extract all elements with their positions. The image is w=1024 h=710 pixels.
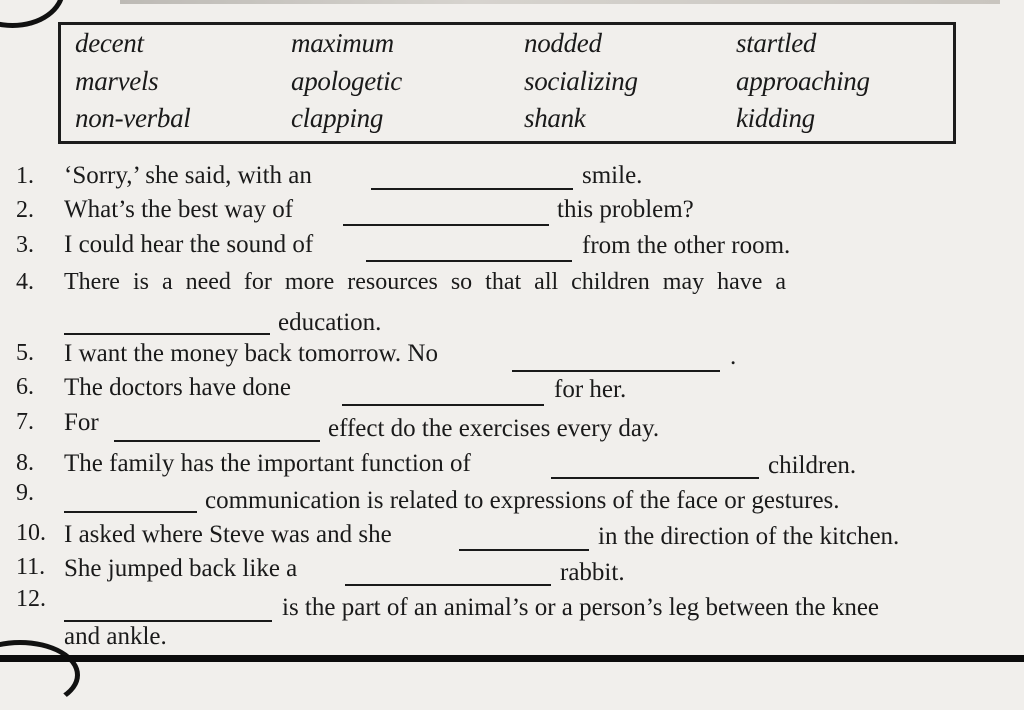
answer-blank[interactable] bbox=[459, 549, 589, 551]
exercise-number: 9. bbox=[16, 480, 34, 506]
word-startled: startled bbox=[736, 28, 817, 58]
answer-blank[interactable] bbox=[371, 188, 573, 190]
exercise-text: What’s the best way of bbox=[64, 196, 294, 223]
answer-blank[interactable] bbox=[64, 620, 272, 622]
exercise-text: She jumped back like a bbox=[64, 555, 298, 582]
exercise-text: from the other room. bbox=[582, 232, 791, 259]
exercise-text: The doctors have done bbox=[64, 374, 292, 401]
exercise-number: 3. bbox=[16, 232, 34, 258]
word-bank-box bbox=[58, 22, 956, 144]
exercise-text: this problem? bbox=[557, 196, 694, 223]
exercise-text: communication is related to expressions of the face or gestures. bbox=[205, 487, 840, 514]
exercise-number: 7. bbox=[16, 409, 34, 435]
exercise-number: 10. bbox=[16, 520, 46, 546]
word-decent: decent bbox=[75, 28, 144, 58]
scan-top-strip bbox=[120, 0, 1000, 4]
exercise-text: . bbox=[730, 343, 737, 370]
exercise-text: and ankle. bbox=[64, 623, 167, 650]
word-kidding: kidding bbox=[736, 103, 815, 133]
scan-edge-curve bbox=[0, 640, 80, 710]
exercise-number: 2. bbox=[16, 197, 34, 223]
answer-blank[interactable] bbox=[366, 260, 572, 262]
answer-blank[interactable] bbox=[512, 370, 720, 372]
exercise-number: 6. bbox=[16, 374, 34, 400]
exercise-text: I asked where Steve was and she bbox=[64, 521, 392, 548]
exercise-number: 12. bbox=[16, 586, 46, 612]
exercise-text: children. bbox=[768, 452, 857, 479]
exercise-text: in the direction of the kitchen. bbox=[598, 523, 900, 550]
answer-blank[interactable] bbox=[342, 404, 544, 406]
answer-blank[interactable] bbox=[64, 333, 270, 335]
exercise-text: I want the money back tomorrow. No bbox=[64, 340, 438, 367]
exercise-text: There is a need for more resources so that all children may have a bbox=[64, 269, 787, 295]
word-non-verbal: non-verbal bbox=[75, 103, 191, 133]
scan-edge-curve bbox=[0, 0, 65, 28]
exercise-text: is the part of an animal’s or a person’s leg between the knee bbox=[282, 594, 880, 621]
answer-blank[interactable] bbox=[343, 224, 549, 226]
word-maximum: maximum bbox=[291, 28, 394, 58]
exercise-number: 1. bbox=[16, 163, 34, 189]
word-apologetic: apologetic bbox=[291, 66, 402, 96]
exercise-text: smile. bbox=[582, 162, 643, 189]
exercise-text: rabbit. bbox=[560, 559, 625, 586]
exercise-text: ‘Sorry,’ she said, with an bbox=[64, 162, 312, 189]
answer-blank[interactable] bbox=[551, 477, 759, 479]
exercise-text: I could hear the sound of bbox=[64, 231, 314, 258]
word-marvels: marvels bbox=[75, 66, 159, 96]
word-socializing: socializing bbox=[524, 66, 638, 96]
answer-blank[interactable] bbox=[114, 440, 320, 442]
word-approaching: approaching bbox=[736, 66, 870, 96]
word-clapping: clapping bbox=[291, 103, 384, 133]
answer-blank[interactable] bbox=[345, 584, 551, 586]
exercise-number: 8. bbox=[16, 450, 34, 476]
word-shank: shank bbox=[524, 103, 586, 133]
answer-blank[interactable] bbox=[64, 511, 197, 513]
exercise-text: The family has the important function of bbox=[64, 450, 471, 477]
word-nodded: nodded bbox=[524, 28, 602, 58]
exercise-text: education. bbox=[278, 309, 382, 336]
exercise-text: for her. bbox=[554, 376, 627, 403]
exercise-number: 11. bbox=[16, 554, 46, 580]
exercise-text: effect do the exercises every day. bbox=[328, 415, 660, 442]
exercise-number: 5. bbox=[16, 340, 34, 366]
scan-bottom-strip bbox=[0, 655, 1024, 662]
exercise-number: 4. bbox=[16, 269, 34, 295]
exercise-text: For bbox=[64, 409, 99, 436]
